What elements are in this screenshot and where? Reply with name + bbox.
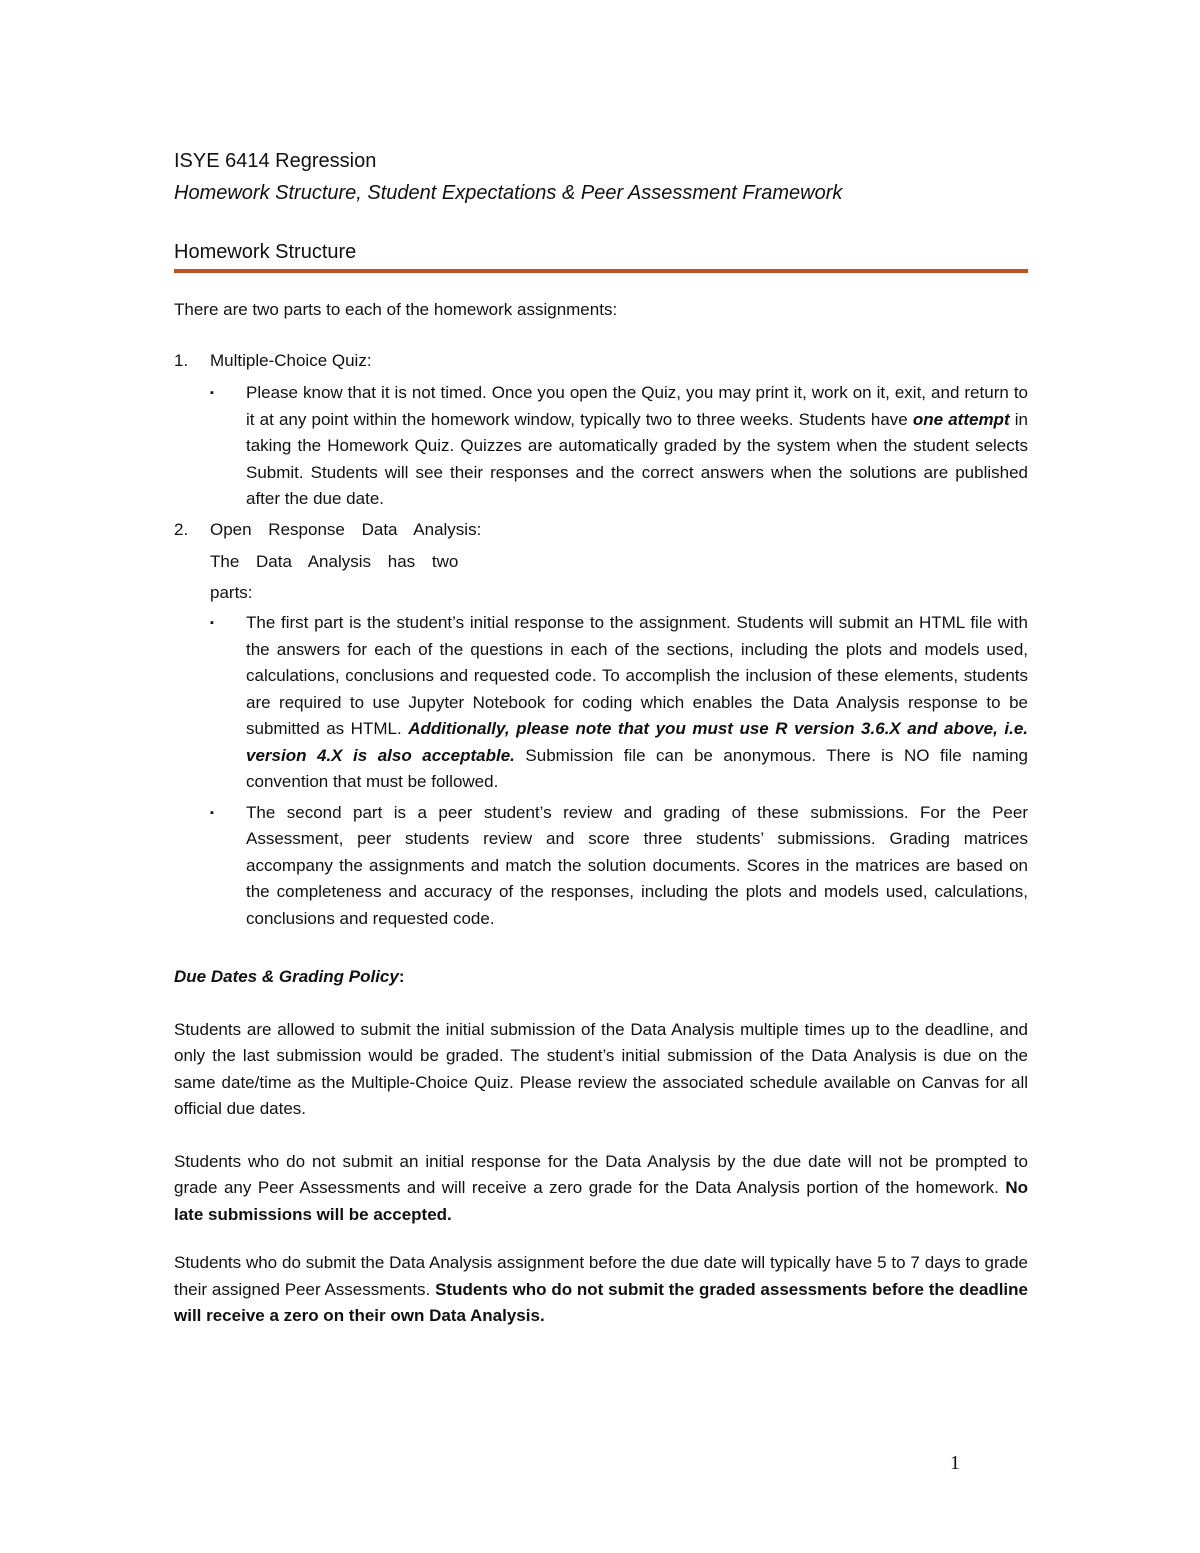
bullet-icon: ▪ bbox=[210, 387, 214, 399]
part-title: Multiple-Choice Quiz: bbox=[210, 350, 372, 370]
bullet-text: in taking the Homework Quiz. Quizzes are automatically graded by the system when the student selects Submit. Students will see their responses and the correct answers when the solutions are published after the due date. bbox=[246, 409, 1028, 508]
due-heading-text: Due Dates & Grading Policy bbox=[174, 967, 399, 986]
bullet-item bbox=[210, 380, 1028, 513]
due-heading-colon: : bbox=[398, 967, 405, 986]
list-item-part-1 bbox=[174, 348, 1028, 513]
due-paragraph-1: Students are allowed to submit the initial submission of the Data Analysis multiple times up to the deadline, and only the last submission would be graded. The student’s initial submission of the Data Analysis is due on the same date/time as the Multiple-Choice Quiz. Please review the associated schedule available on Canvas for all official due dates. bbox=[174, 1019, 1028, 1118]
list-item-part-2 bbox=[174, 517, 1028, 933]
bullet-text: The first part is the student’s initial response to the assignment. Students will submit an HTML file with the answers for each of the questions in each of the sections, including the plots and models used, calculations, conclusions and requested code. To accomplish the inclusion of these elements, students are required to use Jupyter Notebook for coding which enables the Data Analysis response to be submitted as HTML. bbox=[246, 613, 1028, 738]
bullet-text: The second part is a peer student’s review and grading of these submissions. For the Peer Assessment, peer students review and score three students’ submissions. Grading matrices accompany the assignments and match the solution documents. Scores in the matrices are based on the completeness and accuracy of the responses, including the plots and models used, calculations, conclusions and requested code. bbox=[246, 802, 1028, 928]
section-intro: There are two parts to each of the homework assignments: bbox=[174, 300, 618, 319]
paragraph-text: Students who do submit the Data Analysis assignment before the due date will typically have 5 to 7 days to grade their assigned Peer Assessments. bbox=[174, 1253, 1028, 1299]
paragraph-bold-text: No late submissions will be accepted. bbox=[174, 1178, 1028, 1224]
bullet-emphasis: one attempt bbox=[912, 409, 1010, 429]
paragraph-bold-text: Students who do not submit the graded assessments before the deadline will receive a zero on their own Data Analysis. bbox=[174, 1279, 1028, 1325]
bullet-text: Submission file can be anonymous. There is NO file naming convention that must be followed. bbox=[246, 745, 1028, 791]
part-description-continued: parts: bbox=[210, 582, 253, 602]
bullet-icon: ▪ bbox=[210, 617, 214, 629]
document-title: ISYE 6414 Regression bbox=[174, 150, 377, 172]
list-number: 2. bbox=[174, 519, 189, 539]
section-divider bbox=[174, 269, 1028, 273]
due-dates-heading bbox=[174, 964, 1028, 991]
due-paragraph-2 bbox=[174, 1149, 1028, 1229]
paragraph-text: Students who do not submit an initial response for the Data Analysis by the due date will not be prompted to grade any Peer Assessments and will receive a zero grade for the Data Analysis portion of the homework. bbox=[174, 1151, 1028, 1197]
list-number: 1. bbox=[174, 350, 189, 370]
part-1-bullets bbox=[210, 380, 1028, 513]
due-paragraph-3 bbox=[174, 1250, 1028, 1330]
part-description: The Data Analysis has two bbox=[210, 552, 459, 571]
part-2-bullets bbox=[210, 610, 1028, 932]
bullet-item bbox=[210, 800, 1028, 933]
bullet-item bbox=[210, 610, 1028, 796]
document-subtitle: Homework Structure, Student Expectations & Peer Assessment Framework bbox=[174, 182, 843, 204]
part-title: Open Response Data Analysis: bbox=[210, 519, 482, 539]
document-page bbox=[174, 146, 1028, 1330]
bullet-emphasis: Additionally, please note that you must use R version 3.6.X and above, i.e. version 4.X is also acceptable. bbox=[246, 719, 1028, 765]
bullet-text: Please know that it is not timed. Once you open the Quiz, you may print it, work on it, exit, and return to it at any point within the homework window, typically two to three weeks. Students have bbox=[246, 383, 1028, 429]
page-number: 1 bbox=[950, 1452, 960, 1474]
homework-parts-list bbox=[174, 348, 1028, 933]
section-heading: Homework Structure bbox=[174, 241, 357, 263]
bullet-icon: ▪ bbox=[210, 806, 214, 819]
